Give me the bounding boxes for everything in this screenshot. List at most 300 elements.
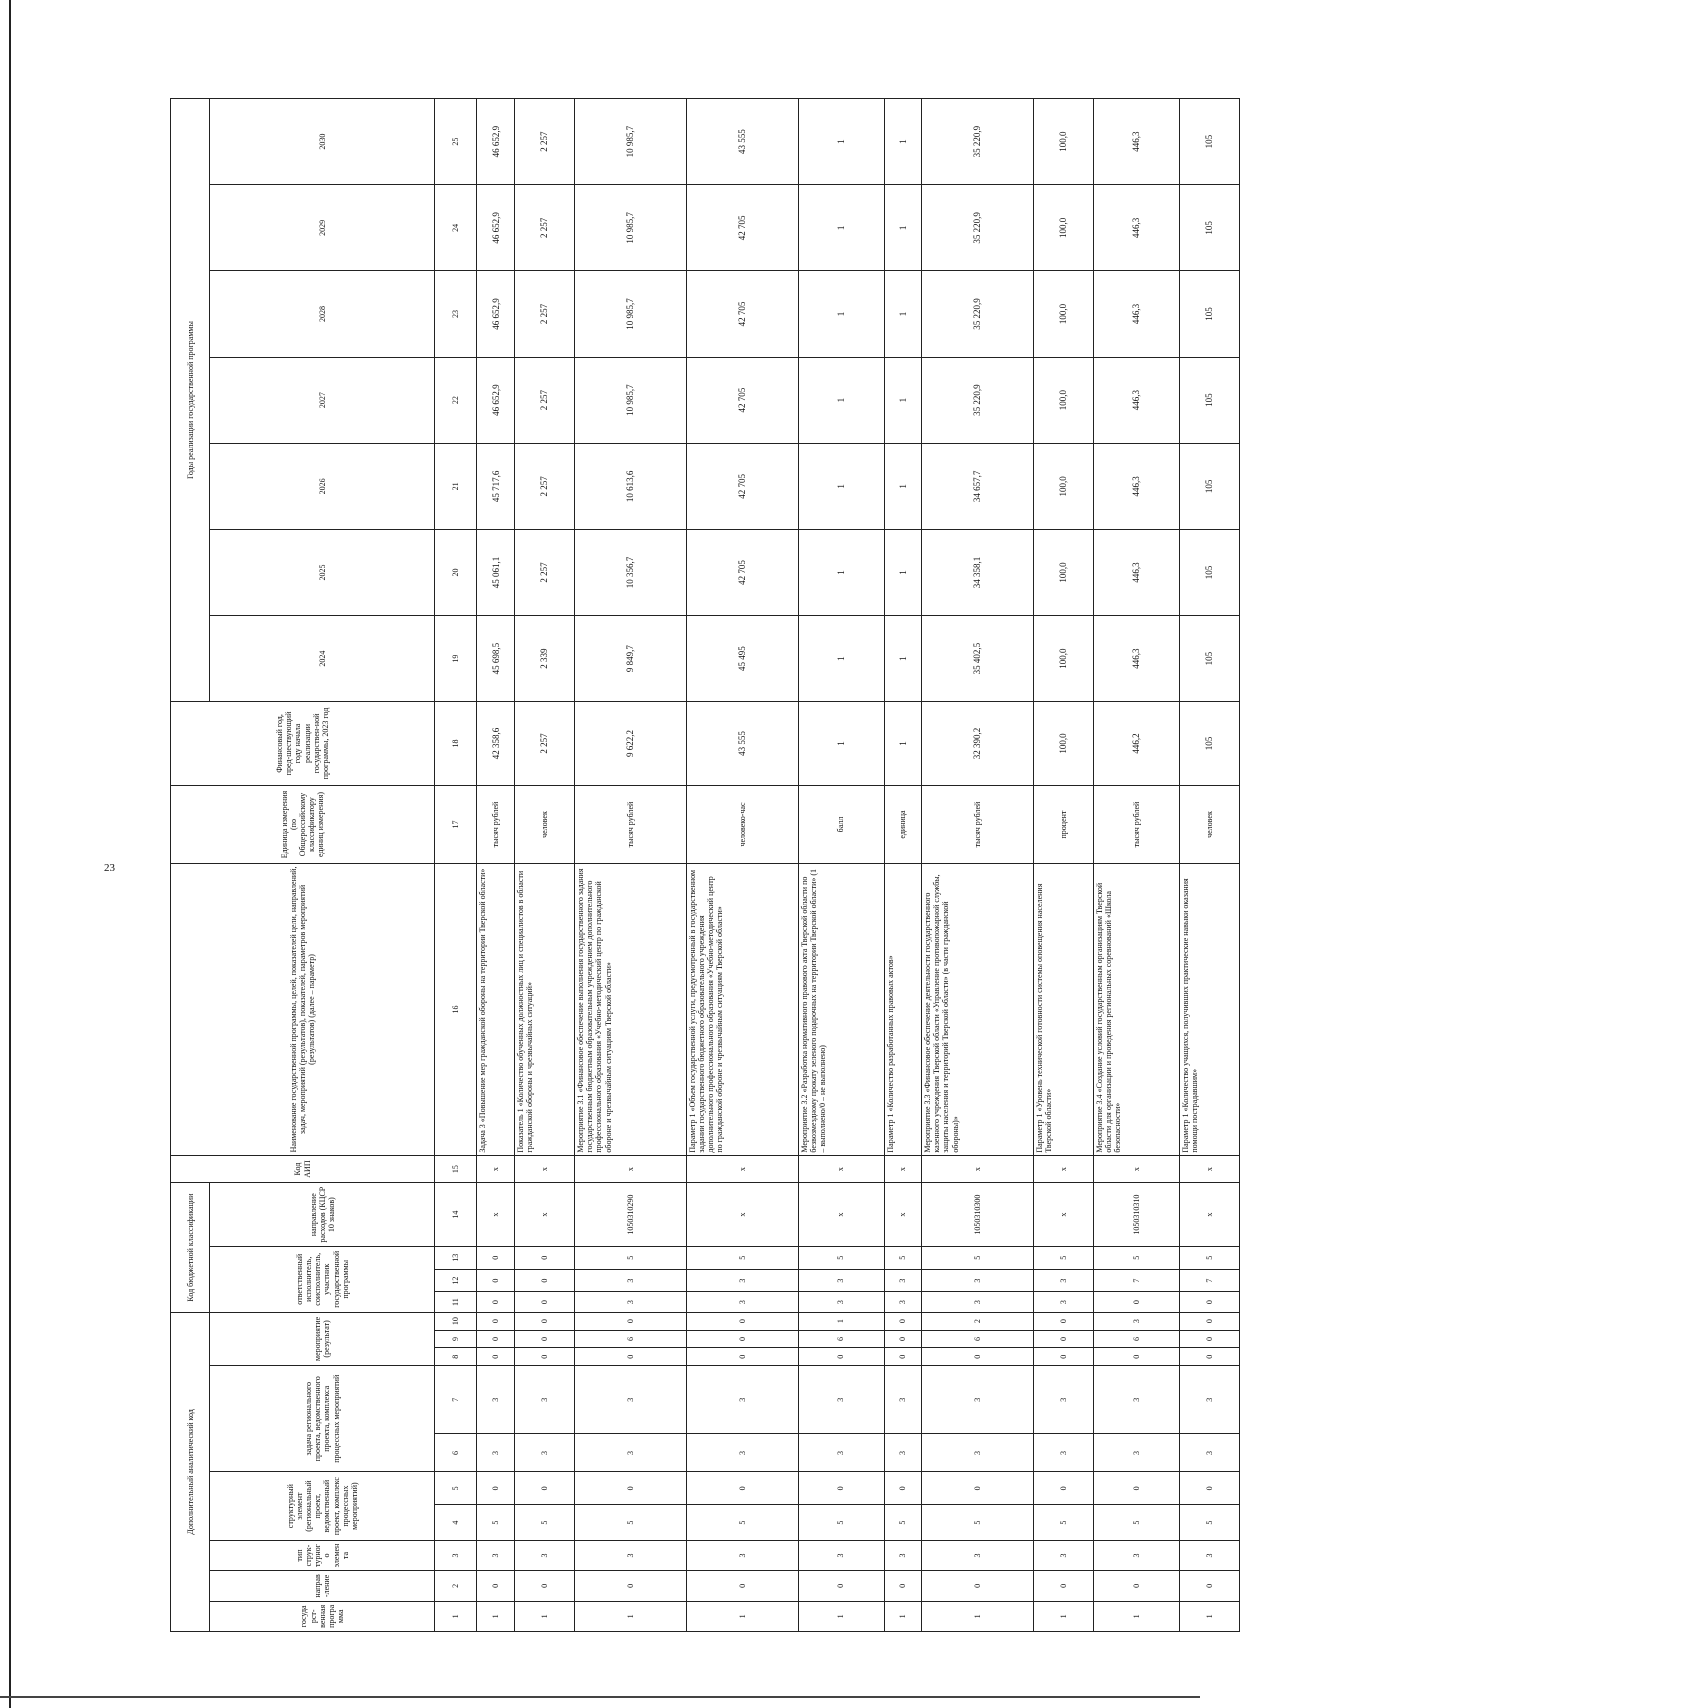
code-cell: 0 — [477, 1472, 515, 1505]
column-index-cell: 21 — [435, 443, 477, 529]
code-cell: 5 — [686, 1246, 798, 1269]
code-cell: 3 — [884, 1434, 922, 1472]
year-value-cell: 34 657,7 — [922, 443, 1034, 529]
year-value-cell: 2 257 — [514, 99, 574, 185]
column-index-cell: 5 — [435, 1472, 477, 1505]
code-cell: 3 — [1093, 1366, 1179, 1434]
table-row — [1179, 99, 1239, 1632]
base-year-cell: 43 555 — [686, 702, 798, 786]
code-cell: 0 — [477, 1246, 515, 1269]
year-value-cell: 446,3 — [1093, 99, 1179, 185]
code-cell: 3 — [477, 1540, 515, 1570]
budget-class-header: Код бюджетной классификации — [171, 1183, 210, 1312]
table-row — [686, 99, 798, 1632]
year-value-cell: 1 — [884, 529, 922, 615]
code-cell: 3 — [514, 1540, 574, 1570]
year-header: 2026 — [210, 443, 435, 529]
year-value-cell: 10 356,7 — [575, 529, 687, 615]
year-value-cell: 45 698,5 — [477, 616, 515, 702]
code-cell: 3 — [686, 1434, 798, 1472]
year-value-cell: 105 — [1179, 443, 1239, 529]
column-index-cell: 8 — [435, 1348, 477, 1366]
aip-cell: x — [922, 1155, 1034, 1183]
year-value-cell: 2 257 — [514, 443, 574, 529]
year-value-cell: 42 705 — [686, 357, 798, 443]
kcsr-cell: x — [686, 1183, 798, 1246]
year-value-cell: 105 — [1179, 271, 1239, 357]
name-cell: Параметр 1 «Количество разработанных правовых актов» — [884, 864, 922, 1155]
year-value-cell: 10 985,7 — [575, 99, 687, 185]
code-cell: 1 — [477, 1601, 515, 1631]
base-year-header: Финансовый год, пред-шествующий году начала реализации государствен-ной программы, 2023 год — [171, 702, 435, 786]
code-cell: 7 — [1179, 1269, 1239, 1292]
code-cell: 5 — [575, 1246, 687, 1269]
base-year-cell: 1 — [798, 702, 884, 786]
name-cell: Показатель 1 «Количество обученных должностных лиц и специалистов в области гражданской обороны и чрезвычайных ситуаций» — [514, 864, 574, 1155]
code-cell: 0 — [477, 1571, 515, 1601]
year-value-cell: 1 — [884, 616, 922, 702]
column-index-cell: 24 — [435, 185, 477, 271]
executor-header: ответственный исполнитель, соисполнитель, участник государственной программы — [210, 1246, 435, 1312]
table-row — [884, 99, 922, 1632]
year-value-cell: 2 257 — [514, 271, 574, 357]
code-cell: 3 — [686, 1540, 798, 1570]
kcsr-cell: 1050310290 — [575, 1183, 687, 1246]
year-value-cell: 42 705 — [686, 185, 798, 271]
kcsr-cell: x — [1179, 1183, 1239, 1246]
struct-type-header: тип струк-турного элемента — [210, 1540, 435, 1570]
year-value-cell: 100,0 — [1033, 185, 1093, 271]
kcsr-cell: x — [477, 1183, 515, 1246]
code-cell: 3 — [477, 1366, 515, 1434]
code-cell: 5 — [575, 1505, 687, 1540]
code-cell: 0 — [514, 1312, 574, 1330]
code-cell: 3 — [477, 1434, 515, 1472]
code-cell: 0 — [1179, 1348, 1239, 1366]
year-value-cell: 100,0 — [1033, 616, 1093, 702]
code-cell: 0 — [884, 1472, 922, 1505]
year-value-cell: 43 555 — [686, 99, 798, 185]
aip-cell: x — [1179, 1155, 1239, 1183]
code-cell: 3 — [798, 1366, 884, 1434]
unit-cell: единица — [884, 785, 922, 864]
year-value-cell: 42 705 — [686, 271, 798, 357]
code-cell: 5 — [686, 1505, 798, 1540]
aip-cell: x — [477, 1155, 515, 1183]
code-cell: 1 — [798, 1601, 884, 1631]
code-cell: 7 — [1093, 1269, 1179, 1292]
code-cell: 3 — [922, 1269, 1034, 1292]
column-index-row — [435, 99, 477, 1632]
code-cell: 5 — [798, 1505, 884, 1540]
kcsr-cell: 1050310300 — [922, 1183, 1034, 1246]
year-value-cell: 105 — [1179, 185, 1239, 271]
code-cell: 3 — [1093, 1312, 1179, 1330]
year-value-cell: 45 717,6 — [477, 443, 515, 529]
year-value-cell: 1 — [798, 271, 884, 357]
code-cell: 3 — [922, 1434, 1034, 1472]
unit-cell: процент — [1033, 785, 1093, 864]
column-index-cell: 25 — [435, 99, 477, 185]
year-value-cell: 42 705 — [686, 529, 798, 615]
code-cell: 0 — [514, 1292, 574, 1312]
name-cell: Задача 3 «Повышение мер гражданской обороны на территории Тверской области» — [477, 864, 515, 1155]
table-row — [575, 99, 687, 1632]
code-cell: 0 — [686, 1348, 798, 1366]
column-index-cell: 3 — [435, 1540, 477, 1570]
year-value-cell: 1 — [798, 529, 884, 615]
years-title-header: Годы реализации государственной программы — [171, 99, 210, 702]
code-cell: 0 — [1179, 1292, 1239, 1312]
year-value-cell: 35 220,9 — [922, 271, 1034, 357]
code-cell: 0 — [798, 1348, 884, 1366]
code-cell: 5 — [477, 1505, 515, 1540]
table-row — [514, 99, 574, 1632]
name-cell: Мероприятие 3.4 «Создание условий государственным организациям Тверской области для организации и проведения региональных соревнований «Школа безопасности» — [1093, 864, 1179, 1155]
code-cell: 3 — [575, 1292, 687, 1312]
aip-header: Код АИП — [171, 1155, 435, 1183]
code-cell: 6 — [575, 1330, 687, 1348]
code-cell: 0 — [477, 1348, 515, 1366]
code-cell: 5 — [1179, 1505, 1239, 1540]
code-cell: 1 — [1179, 1601, 1239, 1631]
base-year-cell: 9 622,2 — [575, 702, 687, 786]
kcsr-cell: x — [798, 1183, 884, 1246]
code-cell: 1 — [686, 1601, 798, 1631]
page-number: 23 — [104, 862, 115, 874]
year-value-cell: 10 613,6 — [575, 443, 687, 529]
code-cell: 3 — [884, 1269, 922, 1292]
name-cell: Параметр 1 «Объем государственной услуги, предусмотренный в государственном задании государственного бюджетного образовательного учреждения дополнительного профессионального образования «Учебно-методический центр по гражданской обороне и чрезвычайным ситуациям Тверской области» — [686, 864, 798, 1155]
code-cell: 6 — [1093, 1330, 1179, 1348]
code-cell: 5 — [922, 1246, 1034, 1269]
code-cell: 0 — [798, 1472, 884, 1505]
year-value-cell: 35 220,9 — [922, 99, 1034, 185]
name-cell: Мероприятие 3.3 «Финансовое обеспечение деятельности государственного казенного учреждения Тверской области «Управление противопожарной службы, защиты населения и территорий Тверской области» (в части гражданской обороны)» — [922, 864, 1034, 1155]
year-header: 2030 — [210, 99, 435, 185]
code-cell: 0 — [477, 1292, 515, 1312]
table-row — [922, 99, 1034, 1632]
column-index-cell: 4 — [435, 1505, 477, 1540]
year-value-cell: 45 061,1 — [477, 529, 515, 615]
code-cell: 0 — [686, 1330, 798, 1348]
code-cell: 3 — [1033, 1292, 1093, 1312]
column-index-cell: 19 — [435, 616, 477, 702]
column-index-cell: 10 — [435, 1312, 477, 1330]
year-value-cell: 10 985,7 — [575, 357, 687, 443]
code-cell: 3 — [686, 1292, 798, 1312]
year-value-cell: 46 652,9 — [477, 99, 515, 185]
code-cell: 0 — [575, 1312, 687, 1330]
code-cell: 0 — [686, 1312, 798, 1330]
year-value-cell: 1 — [884, 271, 922, 357]
code-cell: 0 — [1179, 1330, 1239, 1348]
column-index-cell: 15 — [435, 1155, 477, 1183]
code-cell: 0 — [575, 1348, 687, 1366]
code-cell: 3 — [1179, 1434, 1239, 1472]
base-year-cell: 1 — [884, 702, 922, 786]
task-header: задача регионального проекта, ведомственного проекта, комплекса процессных мероприятий — [210, 1366, 435, 1472]
year-value-cell: 35 220,9 — [922, 357, 1034, 443]
column-index-cell: 23 — [435, 271, 477, 357]
code-cell: 3 — [1033, 1540, 1093, 1570]
year-header: 2029 — [210, 185, 435, 271]
code-cell: 3 — [575, 1366, 687, 1434]
kcsr-cell: x — [514, 1183, 574, 1246]
year-value-cell: 446,3 — [1093, 529, 1179, 615]
code-cell: 0 — [922, 1348, 1034, 1366]
direction-header: направ-ление — [210, 1571, 435, 1601]
code-cell: 3 — [1093, 1434, 1179, 1472]
year-value-cell: 42 705 — [686, 443, 798, 529]
unit-cell: тысяч рублей — [575, 785, 687, 864]
unit-cell: тысяч рублей — [922, 785, 1034, 864]
code-cell: 2 — [922, 1312, 1034, 1330]
code-cell: 5 — [922, 1505, 1034, 1540]
aip-cell: x — [884, 1155, 922, 1183]
code-cell: 5 — [884, 1246, 922, 1269]
base-year-cell: 42 358,6 — [477, 702, 515, 786]
code-cell: 0 — [922, 1472, 1034, 1505]
year-value-cell: 46 652,9 — [477, 357, 515, 443]
code-cell: 5 — [1093, 1505, 1179, 1540]
year-value-cell: 1 — [798, 616, 884, 702]
code-cell: 3 — [884, 1540, 922, 1570]
code-cell: 0 — [514, 1246, 574, 1269]
base-year-cell: 105 — [1179, 702, 1239, 786]
year-value-cell: 105 — [1179, 529, 1239, 615]
column-index-cell: 22 — [435, 357, 477, 443]
year-value-cell: 45 495 — [686, 616, 798, 702]
code-cell: 1 — [1093, 1601, 1179, 1631]
code-cell: 3 — [1033, 1366, 1093, 1434]
base-year-cell: 100,0 — [1033, 702, 1093, 786]
year-value-cell: 1 — [884, 357, 922, 443]
code-cell: 0 — [514, 1571, 574, 1601]
unit-cell: человеко-час — [686, 785, 798, 864]
code-cell: 3 — [1033, 1269, 1093, 1292]
table-row — [1093, 99, 1179, 1632]
base-year-cell: 32 390,2 — [922, 702, 1034, 786]
year-value-cell: 34 358,1 — [922, 529, 1034, 615]
year-value-cell: 100,0 — [1033, 443, 1093, 529]
code-cell: 0 — [575, 1472, 687, 1505]
year-value-cell: 10 985,7 — [575, 271, 687, 357]
struct-element-header: структурный элемент (региональный проект, ведомственный проект, комплекс процессных мероприятий) — [210, 1472, 435, 1540]
code-cell: 5 — [1033, 1505, 1093, 1540]
year-header: 2028 — [210, 271, 435, 357]
column-index-cell: 20 — [435, 529, 477, 615]
unit-cell: балл — [798, 785, 884, 864]
year-value-cell: 9 849,7 — [575, 616, 687, 702]
column-index-cell: 7 — [435, 1366, 477, 1434]
code-cell: 1 — [575, 1601, 687, 1631]
year-value-cell: 105 — [1179, 357, 1239, 443]
code-cell: 5 — [1093, 1246, 1179, 1269]
column-index-cell: 2 — [435, 1571, 477, 1601]
aip-cell: x — [514, 1155, 574, 1183]
unit-cell: человек — [514, 785, 574, 864]
year-header: 2024 — [210, 616, 435, 702]
year-value-cell: 1 — [884, 99, 922, 185]
code-cell: 0 — [686, 1472, 798, 1505]
code-cell: 0 — [884, 1571, 922, 1601]
code-cell: 3 — [1179, 1540, 1239, 1570]
year-value-cell: 446,3 — [1093, 185, 1179, 271]
column-index-cell: 14 — [435, 1183, 477, 1246]
table-row — [798, 99, 884, 1632]
column-index-cell: 16 — [435, 864, 477, 1155]
column-index-cell: 9 — [435, 1330, 477, 1348]
year-value-cell: 1 — [884, 443, 922, 529]
code-cell: 0 — [922, 1571, 1034, 1601]
column-index-cell: 18 — [435, 702, 477, 786]
code-cell: 5 — [1179, 1246, 1239, 1269]
base-year-cell: 2 257 — [514, 702, 574, 786]
unit-header: Единица измерения (по Общероссийскому классификатору единиц измерения) — [171, 785, 435, 864]
year-value-cell: 100,0 — [1033, 357, 1093, 443]
base-year-cell: 446,2 — [1093, 702, 1179, 786]
kcsr-cell: 1050310310 — [1093, 1183, 1179, 1246]
name-cell: Мероприятие 3.2 «Разработка нормативного правового акта Тверской области по безвозмездному прокату зеленого подарочных на территории Тверской области» (1 – выполнено/0 – не выполнено) — [798, 864, 884, 1155]
code-cell: 0 — [1093, 1348, 1179, 1366]
program-table — [170, 98, 1240, 1632]
code-cell: 0 — [884, 1312, 922, 1330]
year-value-cell: 2 257 — [514, 529, 574, 615]
code-cell: 0 — [514, 1348, 574, 1366]
unit-cell: человек — [1179, 785, 1239, 864]
code-cell: 0 — [1179, 1472, 1239, 1505]
year-value-cell: 35 402,5 — [922, 616, 1034, 702]
kcsr-cell: x — [1033, 1183, 1093, 1246]
year-value-cell: 10 985,7 — [575, 185, 687, 271]
aip-cell: x — [1093, 1155, 1179, 1183]
year-header: 2025 — [210, 529, 435, 615]
code-cell: 3 — [798, 1540, 884, 1570]
year-value-cell: 1 — [798, 99, 884, 185]
table-row — [477, 99, 515, 1632]
code-cell: 3 — [922, 1540, 1034, 1570]
column-index-cell: 13 — [435, 1246, 477, 1269]
column-index-cell: 1 — [435, 1601, 477, 1631]
year-value-cell: 46 652,9 — [477, 271, 515, 357]
code-cell: 0 — [477, 1330, 515, 1348]
year-value-cell: 100,0 — [1033, 271, 1093, 357]
year-value-cell: 1 — [798, 443, 884, 529]
kcsr-cell: x — [884, 1183, 922, 1246]
code-cell: 0 — [1033, 1330, 1093, 1348]
name-cell: Параметр 1 «Уровень технической готовности системы оповещения населения Тверской области» — [1033, 864, 1093, 1155]
code-cell: 0 — [884, 1330, 922, 1348]
code-cell: 3 — [514, 1434, 574, 1472]
code-cell: 1 — [884, 1601, 922, 1631]
name-cell: Мероприятие 3.1 «Финансовое обеспечение выполнения государственного задания государственным бюджетным образовательным учреждением дополнительного профессионального образования «Учебно-методический центр по гражданской обороне и чрезвычайным ситуациям Тверской области» — [575, 864, 687, 1155]
code-cell: 3 — [922, 1366, 1034, 1434]
year-value-cell: 46 652,9 — [477, 185, 515, 271]
table-row — [1033, 99, 1093, 1632]
code-cell: 3 — [575, 1434, 687, 1472]
year-value-cell: 105 — [1179, 616, 1239, 702]
state-program-header: государст-венная программа — [210, 1601, 435, 1631]
code-cell: 1 — [798, 1312, 884, 1330]
expense-header: направление расходов (КЦСР 10 знаков) — [210, 1183, 435, 1246]
code-cell: 3 — [1093, 1540, 1179, 1570]
code-cell: 3 — [575, 1269, 687, 1292]
year-value-cell: 2 257 — [514, 357, 574, 443]
code-cell: 3 — [1179, 1366, 1239, 1434]
code-cell: 0 — [514, 1330, 574, 1348]
year-value-cell: 446,3 — [1093, 443, 1179, 529]
code-cell: 0 — [575, 1571, 687, 1601]
code-cell: 1 — [922, 1601, 1034, 1631]
code-cell: 6 — [798, 1330, 884, 1348]
code-cell: 0 — [514, 1472, 574, 1505]
code-cell: 3 — [798, 1434, 884, 1472]
code-cell: 3 — [798, 1292, 884, 1312]
code-cell: 0 — [477, 1312, 515, 1330]
aip-cell: x — [798, 1155, 884, 1183]
aip-cell: x — [686, 1155, 798, 1183]
year-value-cell: 100,0 — [1033, 99, 1093, 185]
code-cell: 0 — [1179, 1312, 1239, 1330]
code-cell: 3 — [575, 1540, 687, 1570]
name-header: Наименование государственной программы, целей, показателей цели, направлений, задач, мероприятий (результатов), показателей, параметров мероприятий (результатов) (далее – параметр) — [171, 864, 435, 1155]
code-cell: 0 — [1033, 1348, 1093, 1366]
aip-cell: x — [575, 1155, 687, 1183]
code-cell: 3 — [922, 1292, 1034, 1312]
code-cell: 3 — [514, 1366, 574, 1434]
code-cell: 3 — [1033, 1434, 1093, 1472]
scan-bottom-line — [0, 1696, 1200, 1698]
year-value-cell: 1 — [798, 185, 884, 271]
unit-cell: тысяч рублей — [477, 785, 515, 864]
year-value-cell: 446,3 — [1093, 616, 1179, 702]
code-cell: 3 — [686, 1269, 798, 1292]
activity-header: мероприятие (результат) — [210, 1312, 435, 1365]
column-index-cell: 11 — [435, 1292, 477, 1312]
year-header: 2027 — [210, 357, 435, 443]
code-cell: 0 — [1093, 1292, 1179, 1312]
code-cell: 0 — [1033, 1312, 1093, 1330]
code-cell: 3 — [884, 1366, 922, 1434]
year-value-cell: 1 — [884, 185, 922, 271]
column-index-cell: 12 — [435, 1269, 477, 1292]
column-index-cell: 6 — [435, 1434, 477, 1472]
code-cell: 0 — [514, 1269, 574, 1292]
code-cell: 0 — [1093, 1571, 1179, 1601]
year-value-cell: 446,3 — [1093, 357, 1179, 443]
rotated-table-wrapper — [170, 125, 1704, 1632]
code-cell: 1 — [514, 1601, 574, 1631]
code-cell: 0 — [1033, 1571, 1093, 1601]
code-cell: 0 — [1033, 1472, 1093, 1505]
code-cell: 0 — [1093, 1472, 1179, 1505]
table-body — [477, 99, 1240, 1632]
year-value-cell: 2 257 — [514, 185, 574, 271]
code-cell: 3 — [686, 1366, 798, 1434]
scan-edge-line — [0, 0, 11, 1708]
year-value-cell: 35 220,9 — [922, 185, 1034, 271]
year-value-cell: 2 339 — [514, 616, 574, 702]
aip-cell: x — [1033, 1155, 1093, 1183]
year-value-cell: 105 — [1179, 99, 1239, 185]
code-cell: 5 — [884, 1505, 922, 1540]
analytic-code-header: Дополнительный аналитический код — [171, 1312, 210, 1631]
code-cell: 0 — [1179, 1571, 1239, 1601]
code-cell: 5 — [1033, 1246, 1093, 1269]
column-index-cell: 17 — [435, 785, 477, 864]
code-cell: 0 — [798, 1571, 884, 1601]
